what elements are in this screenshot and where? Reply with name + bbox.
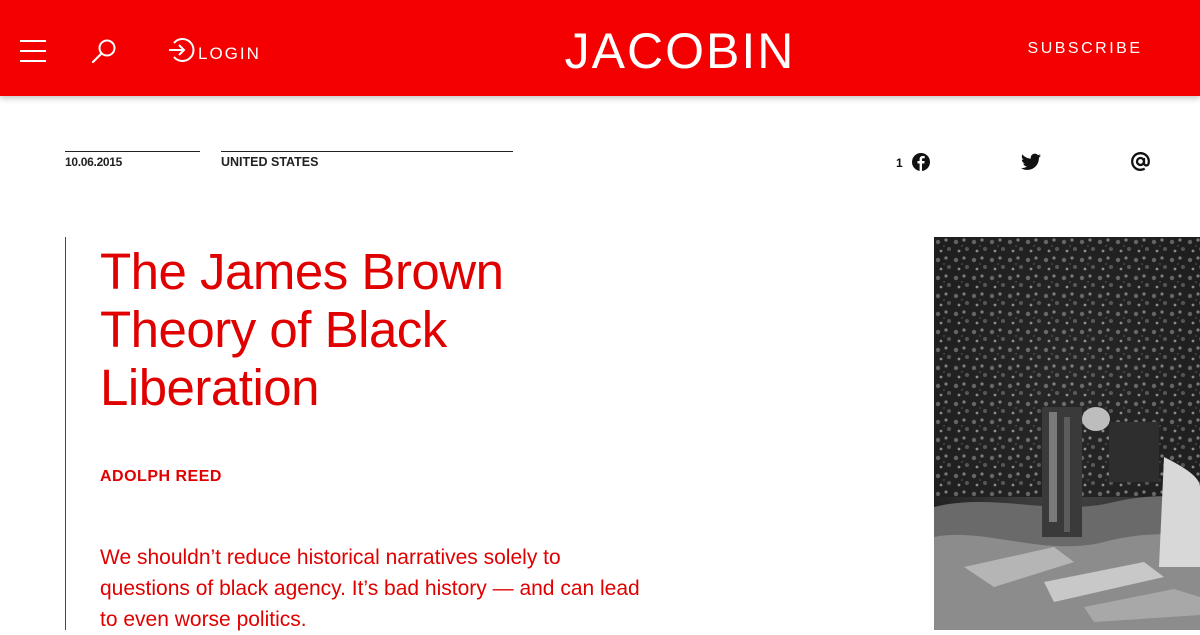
facebook-share-count: 1 [896, 156, 903, 170]
subscribe-button[interactable]: SUBSCRIBE [1027, 40, 1143, 57]
email-at-icon[interactable] [1130, 151, 1151, 172]
article-section-link[interactable]: UNITED STATES [221, 151, 513, 169]
login-label: LOGIN [198, 44, 261, 63]
search-icon[interactable] [90, 37, 120, 67]
article-title: The James Brown Theory of Black Liberation [100, 243, 504, 416]
article-hero-photo [934, 237, 1200, 630]
article-date: 10.06.2015 [65, 151, 200, 169]
site-logo[interactable]: JACOBIN [564, 23, 796, 79]
login-button[interactable] [166, 37, 261, 67]
article-red-rule [65, 237, 66, 630]
article-dek: We shouldn’t reduce historical narratives solely to questions of black agency. It’s bad history — and can lead to even worse politics. [100, 546, 640, 631]
hamburger-menu-icon[interactable] [20, 40, 46, 62]
article-author-link[interactable]: ADOLPH REED [100, 468, 222, 485]
facebook-icon[interactable] [912, 153, 930, 171]
site-header [0, 0, 1200, 96]
login-arrow-icon [166, 35, 196, 70]
twitter-icon[interactable] [1021, 153, 1041, 171]
